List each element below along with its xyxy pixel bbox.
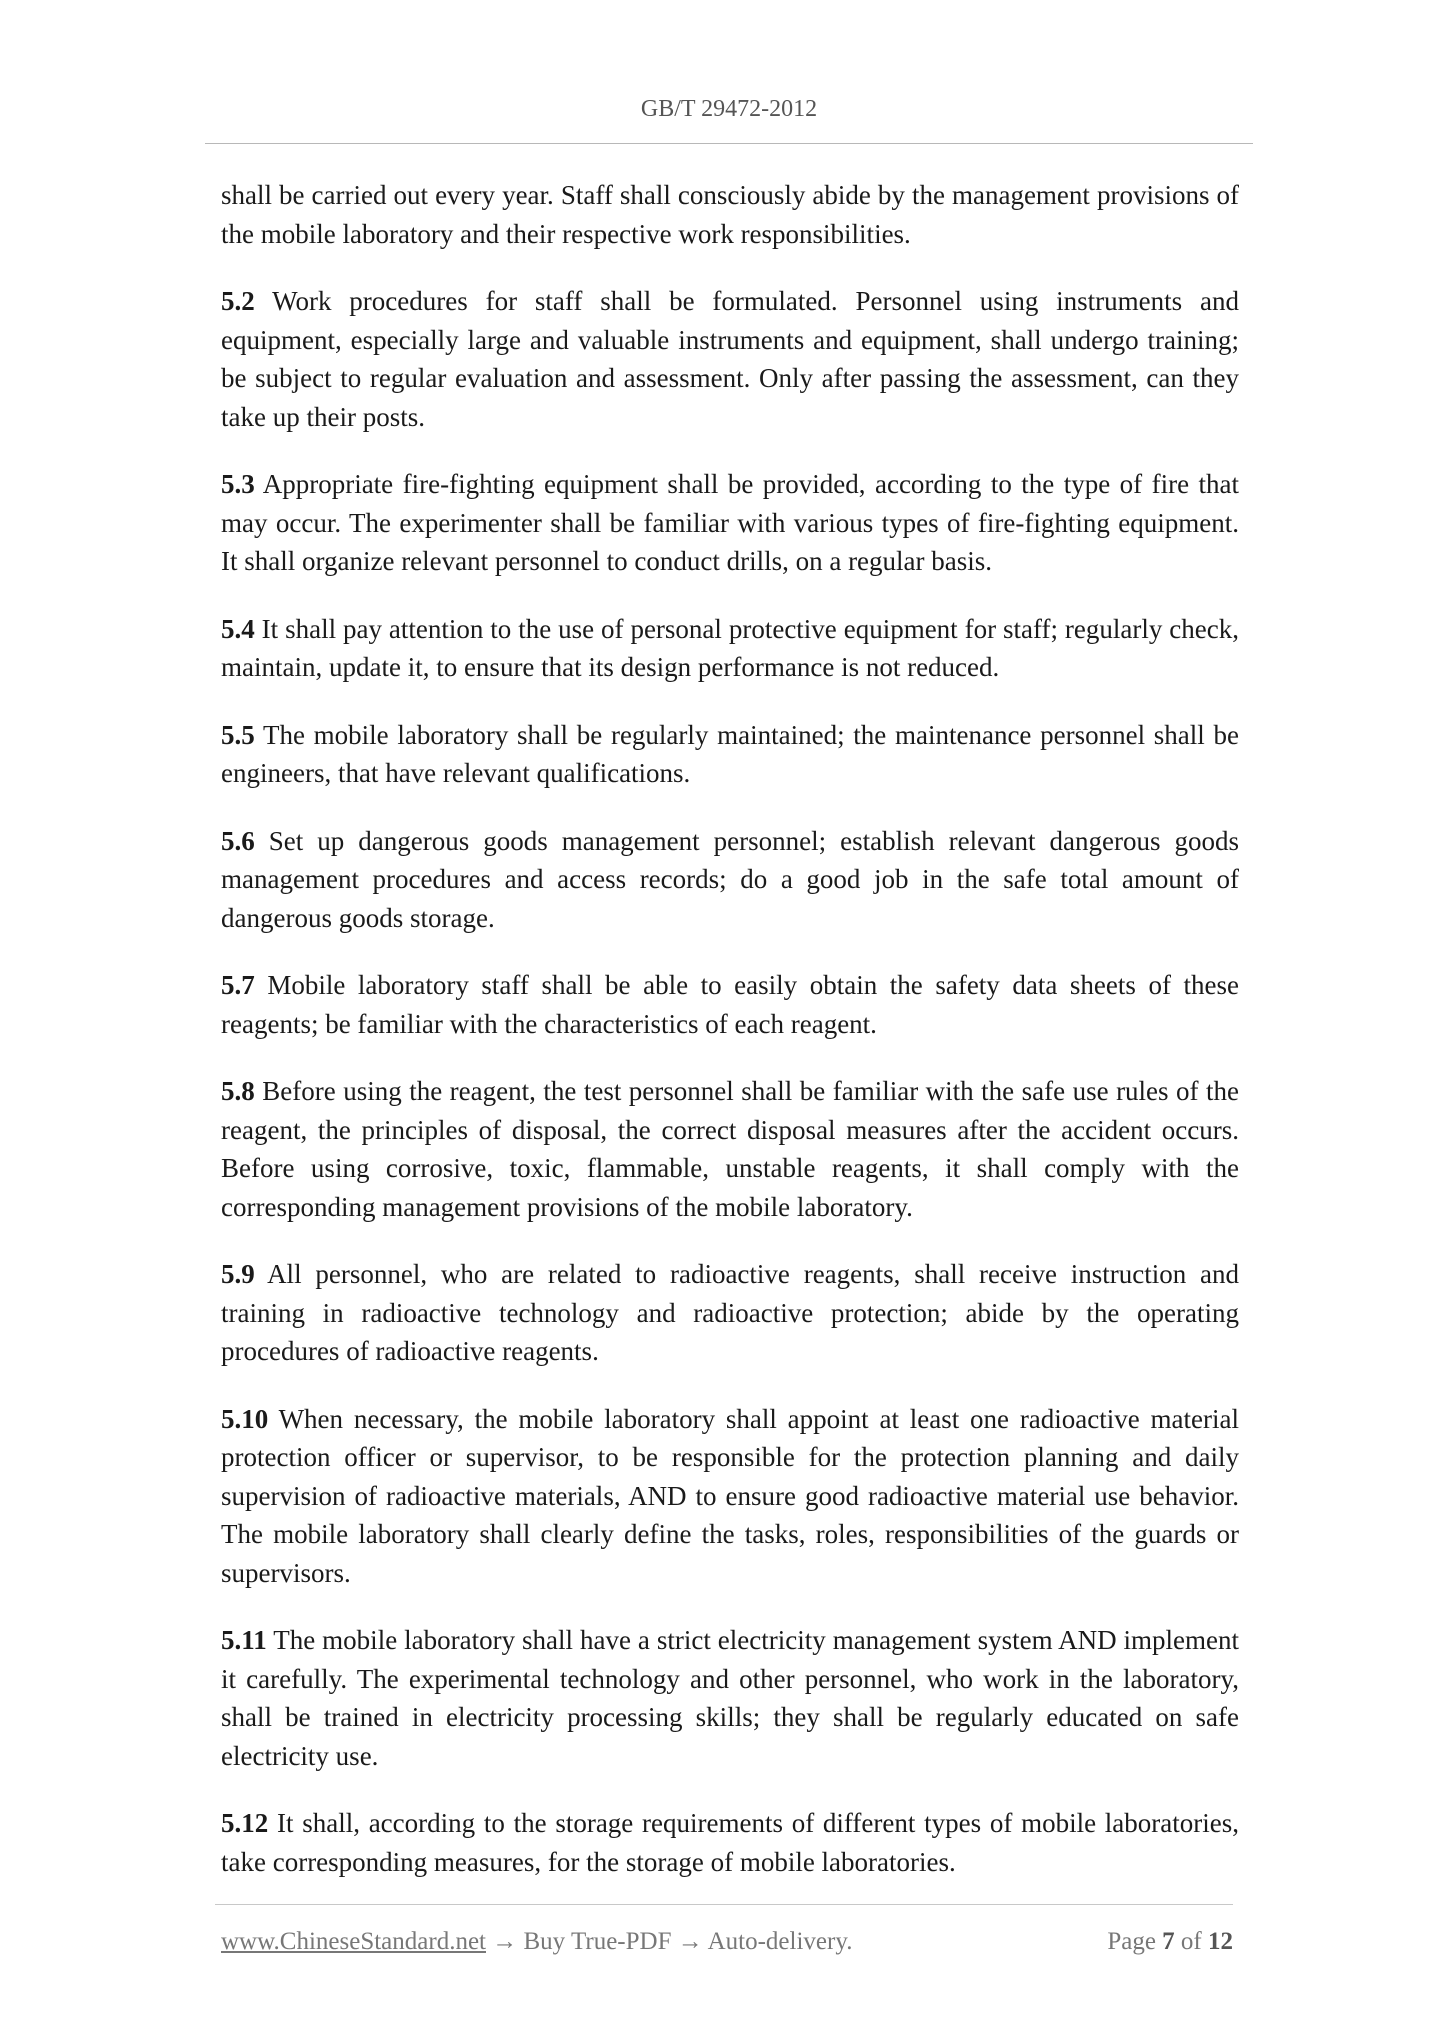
site-link[interactable]: www.ChineseStandard.net	[221, 1928, 486, 1955]
document-body	[221, 176, 1239, 1910]
clause-number: 5.8	[221, 1076, 255, 1106]
clause-text: Appropriate fire-fighting equipment shall be provided, according to the type of fire that may occur. The experimenter shall be familiar with various types of fire-fighting equipment. It shall organize relevant personnel to conduct drills, on a regular basis.	[221, 469, 1240, 576]
clause-number: 5.3	[221, 469, 255, 499]
arrow-right-icon: →	[492, 1928, 518, 1955]
clause-5-4	[221, 610, 1239, 687]
paragraph-continuation	[221, 176, 1239, 253]
footer-promo	[221, 1928, 852, 1956]
clause-number: 5.2	[221, 286, 255, 316]
of-label: of	[1180, 1928, 1202, 1955]
clause-number: 5.5	[221, 719, 255, 750]
clause-5-5	[221, 716, 1239, 793]
page-indicator	[1107, 1928, 1233, 1956]
clause-text: When necessary, the mobile laboratory shall appoint at least one radioactive material protection officer or supervisor, to be responsible for the protection planning and daily supervision of radioactive materials, AND to ensure good radioactive material use behavior. The mobile laboratory shall clearly define the tasks, roles, responsibilities of the guards or supervisors.	[221, 1403, 1239, 1588]
clause-number: 5.9	[221, 1259, 255, 1289]
clause-text: Mobile laboratory staff shall be able to easily obtain the safety data sheets of these reagents; be familiar with the characteristics of each reagent.	[221, 970, 1239, 1039]
clause-number: 5.7	[221, 970, 255, 1000]
clause-text: Set up dangerous goods management personnel; establish relevant dangerous goods management procedures and access records; do a good job in the safe total amount of dangerous goods storage.	[221, 825, 1239, 933]
clause-text: It shall pay attention to the use of personal protective equipment for staff; regularly check, maintain, update it, to ensure that its design performance is not reduced.	[221, 613, 1239, 682]
clause-text: The mobile laboratory shall be regularly maintained; the maintenance personnel shall be engineers, that have relevant qualifications.	[221, 719, 1239, 788]
clause-5-2	[221, 282, 1239, 436]
clause-5-6	[221, 822, 1239, 938]
buy-pdf-text: Buy True-PDF	[523, 1928, 672, 1955]
clause-text: It shall, according to the storage requirements of different types of mobile laboratories, take corresponding measures, for the storage of mobile laboratories.	[221, 1808, 1239, 1877]
clause-5-8	[221, 1072, 1239, 1226]
total-page-count: 12	[1208, 1928, 1233, 1955]
arrow-right-icon: →	[677, 1928, 703, 1955]
page-label: Page	[1107, 1928, 1156, 1955]
clause-number: 5.4	[221, 613, 255, 644]
clause-number: 5.11	[221, 1625, 267, 1655]
footer-divider	[215, 1904, 1233, 1905]
clause-text: The mobile laboratory shall have a strict electricity management system AND implement it carefully. The experimental technology and other personnel, who work in the laboratory, shall be trained in electricity processing skills; they shall be regularly educated on safe electricity use.	[221, 1625, 1239, 1771]
clause-number: 5.12	[221, 1808, 269, 1838]
clause-text: Work procedures for staff shall be formulated. Personnel using instruments and equipment, especially large and valuable instruments and equipment, shall undergo training; be subject to regular evaluation and assessment. Only after passing the assessment, can they take up their posts.	[221, 286, 1239, 432]
clause-5-10	[221, 1400, 1239, 1593]
clause-5-3	[221, 465, 1239, 581]
clause-5-12	[221, 1804, 1239, 1881]
document-code-header: GB/T 29472-2012	[640, 96, 818, 122]
clause-5-11	[221, 1621, 1239, 1775]
clause-text: Before using the reagent, the test personnel shall be familiar with the safe use rules of the reagent, the principles of disposal, the correct disposal measures after the accident occurs. Before using corrosive, toxic, flammable, unstable reagents, it shall comply with the corresponding management provisions of the mobile laboratory.	[221, 1076, 1240, 1222]
clause-5-9	[221, 1255, 1239, 1371]
clause-number: 5.6	[221, 825, 255, 856]
header-divider	[205, 143, 1253, 144]
clause-5-7	[221, 966, 1239, 1043]
clause-number: 5.10	[221, 1403, 269, 1434]
auto-delivery-text: Auto-delivery.	[707, 1928, 853, 1955]
paragraph-text: shall be carried out every year. Staff shall consciously abide by the management provisions of the mobile laboratory and their respective work responsibilities.	[221, 180, 1239, 249]
current-page-number: 7	[1162, 1928, 1175, 1955]
clause-text: All personnel, who are related to radioactive reagents, shall receive instruction and training in radioactive technology and radioactive protection; abide by the operating procedures of radioactive reagents.	[221, 1259, 1239, 1366]
